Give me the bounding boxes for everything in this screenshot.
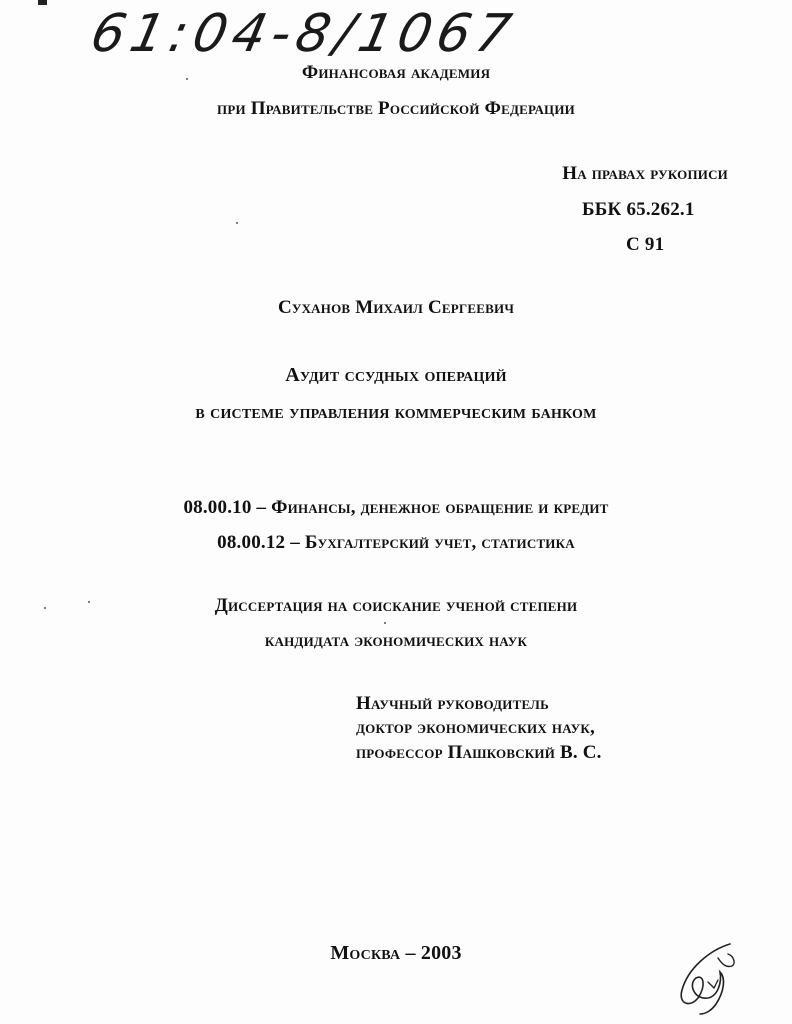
scan-speck	[88, 601, 90, 603]
dissertation-title-line1: Аудит ссудных операций	[285, 364, 507, 386]
supervisor-degree: доктор экономических наук,	[356, 717, 595, 738]
manuscript-rights: На правах рукописи	[562, 163, 728, 184]
city-year: Москва – 2003	[330, 942, 462, 964]
specialty-1: 08.00.10 – Финансы, денежное обращение и кредит	[183, 497, 609, 518]
supervisor-role: Научный руководитель	[356, 693, 549, 714]
degree-line2: кандидата экономических наук	[264, 630, 528, 651]
supervisor-name: профессор Пашковский В. С.	[356, 742, 602, 763]
scan-speck	[44, 607, 46, 609]
org-name-line1: Финансовая академия	[301, 62, 491, 83]
handwritten-signature	[660, 938, 750, 1018]
handwritten-archive-number: 61:04-8/1067	[85, 4, 522, 64]
degree-line1: Диссертация на соискание ученой степени	[214, 595, 578, 616]
dissertation-title-line2: в системе управления коммерческим банком	[195, 401, 597, 423]
scan-speck	[186, 78, 188, 80]
scan-speck	[236, 222, 238, 224]
scan-speck	[384, 622, 386, 624]
index-code: С 91	[626, 234, 665, 255]
org-name-line2: при Правительстве Российской Федерации	[217, 98, 575, 119]
bbk-code: ББК 65.262.1	[582, 199, 695, 220]
specialty-2: 08.00.12 – Бухгалтерский учет, статистика	[217, 532, 575, 553]
author-name: Суханов Михаил Сергеевич	[277, 297, 515, 318]
scan-mark	[38, 0, 47, 5]
